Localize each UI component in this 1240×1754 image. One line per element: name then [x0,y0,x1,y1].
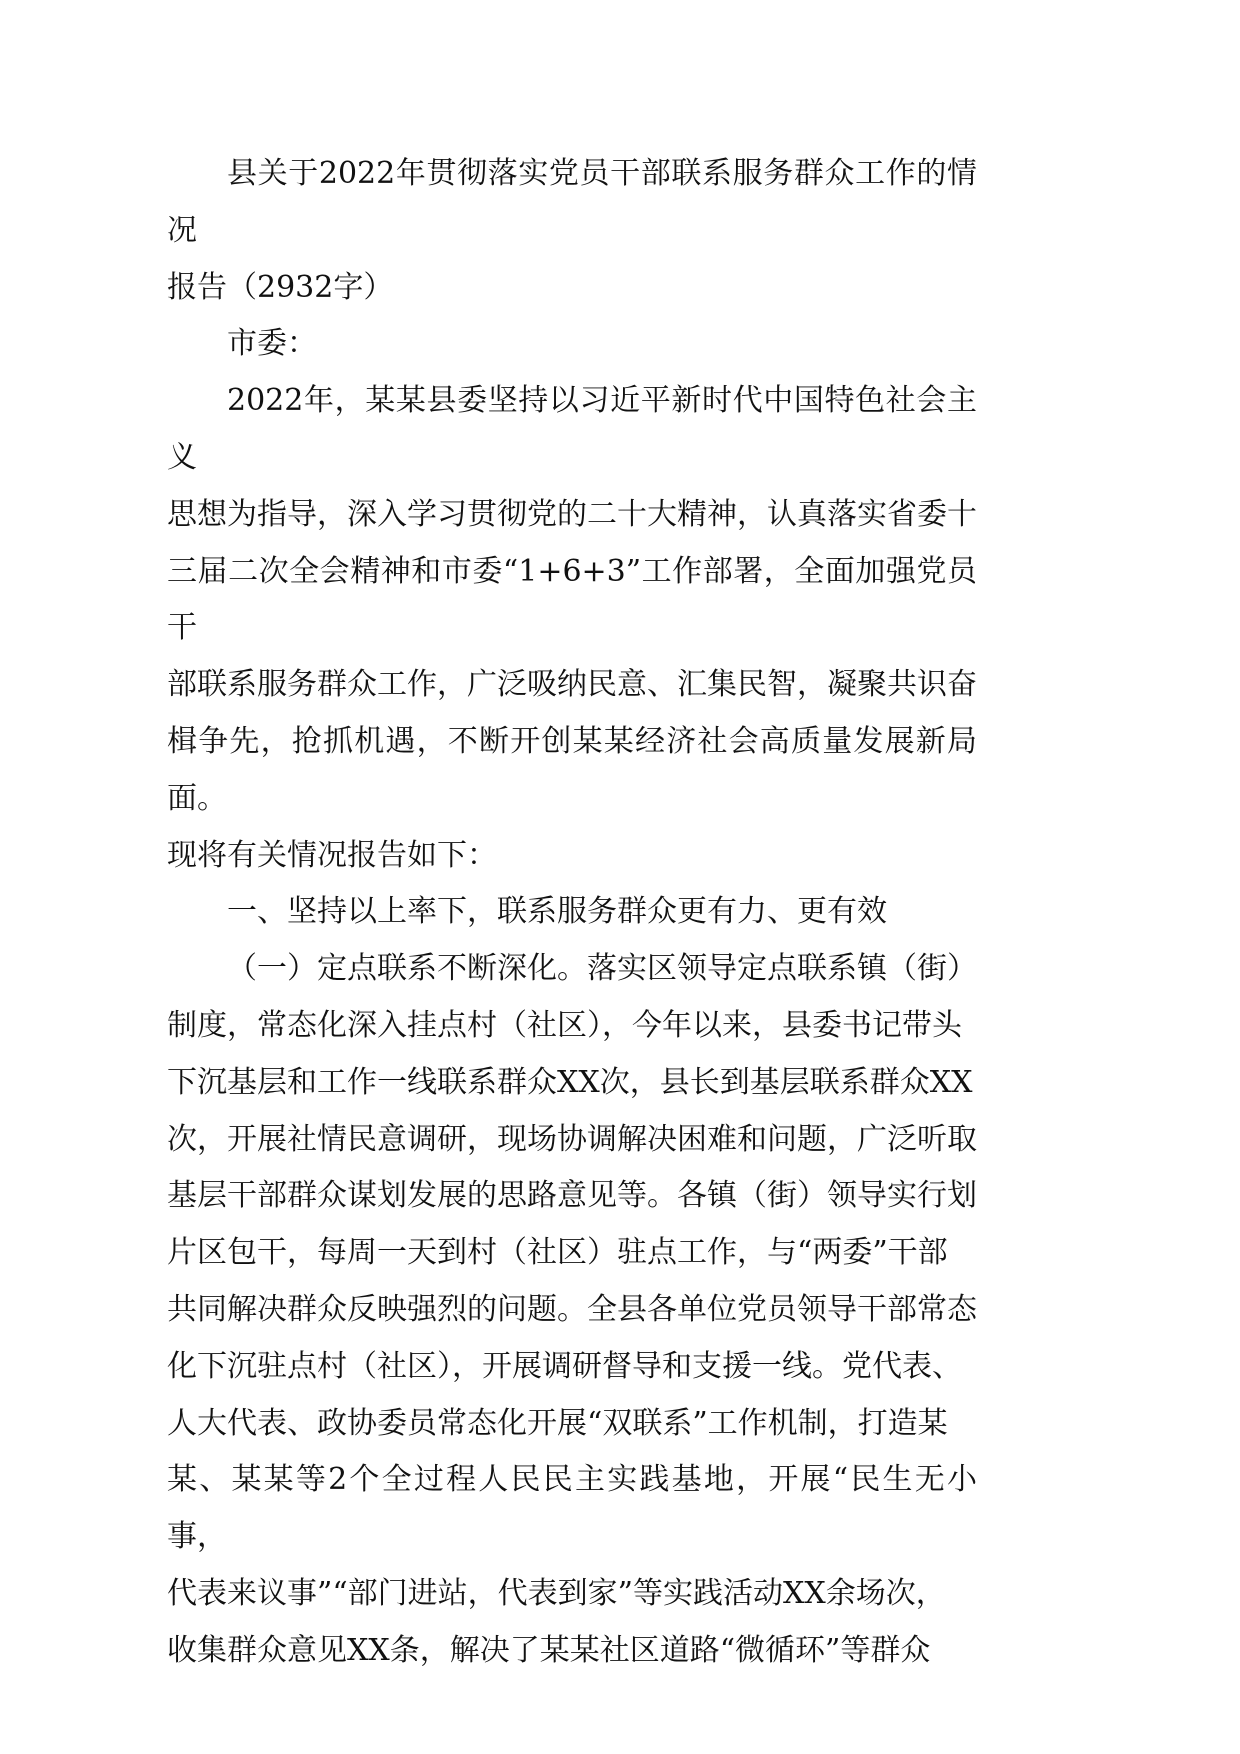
body-line-5: 楫争先，抢抓机遇，不断开创某某经济社会高质量发展新局面。 [167,723,977,816]
body-line-13: 片区包干，每周一天到村（社区）驻点工作，与“两委”干部 [167,1235,948,1271]
body-line-8: （一）定点联系不断深化。落实区领导定点联系镇（街） [227,951,977,987]
body-line-9: 制度，常态化深入挂点村（社区），今年以来，县委书记带头 [167,1007,962,1043]
body-line-2: 思想为指导，深入学习贯彻党的二十大精神，认真落实省委十 [167,496,977,532]
body-line-14: 共同解决群众反映强烈的问题。全县各单位党员领导干部常态 [167,1291,977,1327]
body-line-10: 下沉基层和工作一线联系群众XX次，县长到基层联系群众XX [167,1064,973,1100]
body-line-19: 收集群众意见XX条，解决了某某社区道路“微循环”等群众 [167,1632,931,1668]
body-line-4: 部联系服务群众工作，广泛吸纳民意、汇集民智，凝聚共识奋 [167,667,977,703]
body-line-18: 代表来议事”“部门进站，代表到家”等实践活动XX余场次， [167,1575,946,1611]
body-line-17: 某、某某等2个全过程人民民主实践基地，开展“民生无小事， [167,1462,977,1555]
body-line-1: 2022年，某某县委坚持以习近平新时代中国特色社会主义 [167,383,977,475]
document-title-line-1: 县关于2022年贯彻落实党员干部联系服务群众工作的情况 [167,156,977,248]
body-line-12: 基层干部群众谋划发展的思路意见等。各镇（街）领导实行划 [167,1178,977,1214]
section-heading-1: 一、坚持以上率下，联系服务群众更有力、更有效 [227,894,887,930]
body-line-11: 次，开展社情民意调研，现场协调解决困难和问题，广泛听取 [167,1121,977,1157]
body-line-16: 人大代表、政协委员常态化开展“双联系”工作机制，打造某 [167,1405,948,1441]
document-title-line-2: 报告（2932字） [167,269,394,305]
body-line-6: 现将有关情况报告如下： [167,837,497,873]
body-line-15: 化下沉驻点村（社区），开展调研督导和支援一线。党代表、 [167,1348,962,1384]
body-line-3: 三届二次全会精神和市委“1+6+3”工作部署，全面加强党员干 [167,553,977,646]
document-page [167,146,977,1680]
salutation: 市委： [227,326,317,362]
